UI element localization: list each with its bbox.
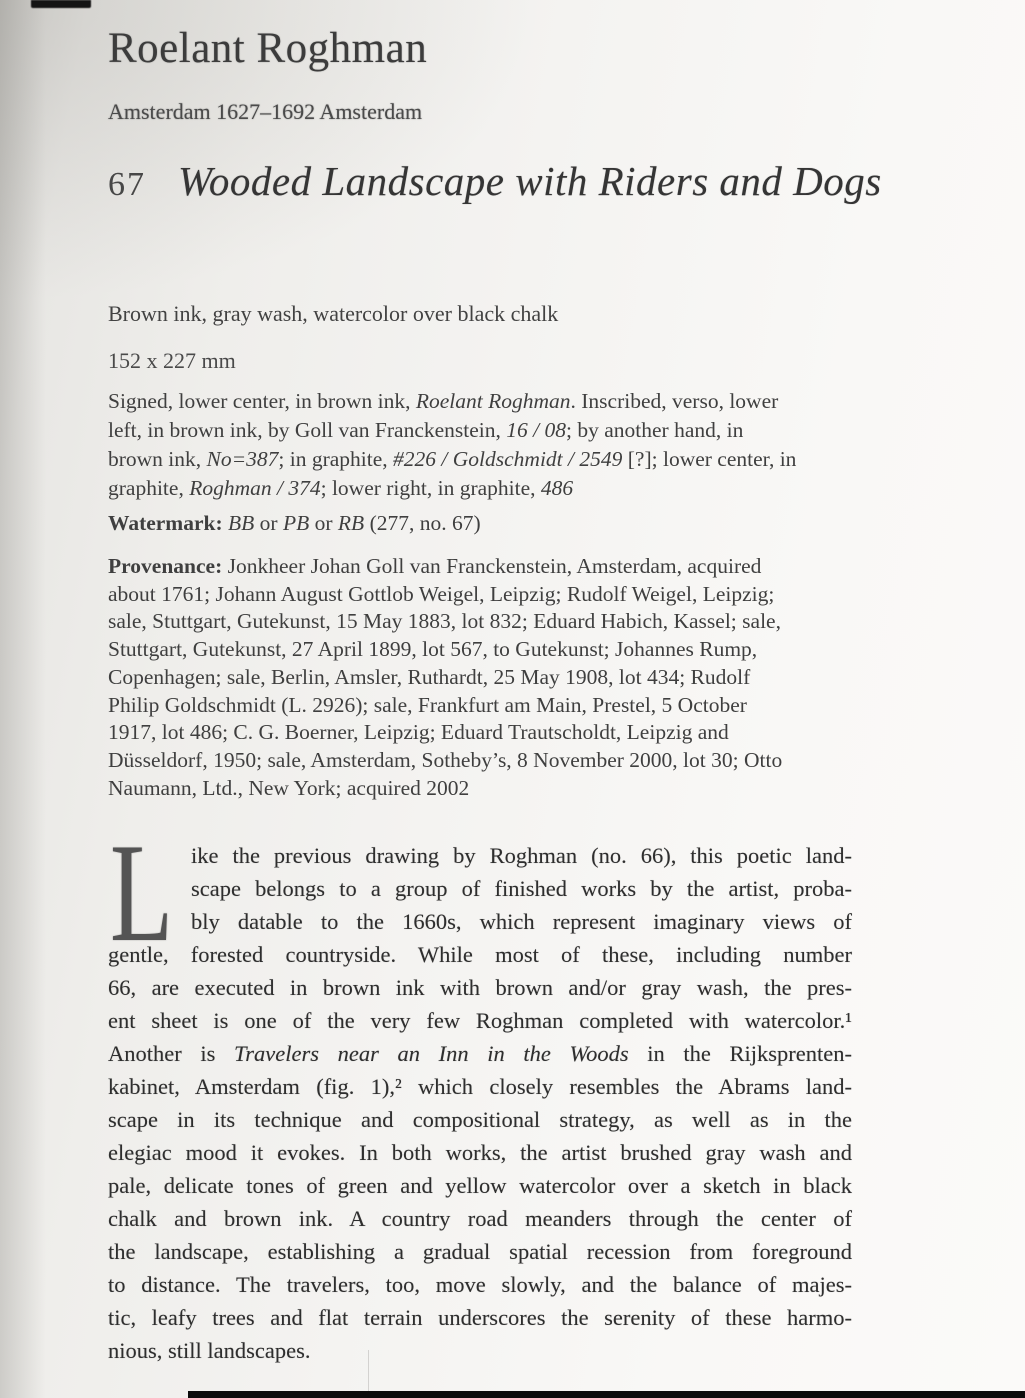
essay-line bbox=[108, 1169, 852, 1202]
text-segment: kabinet, Amsterdam (fig. 1),² which closely resembles the Abrams land- bbox=[108, 1074, 852, 1099]
essay-line bbox=[108, 1202, 852, 1235]
text-segment: in the Rijksprenten- bbox=[628, 1041, 852, 1066]
text-segment: to distance. The travelers, too, move slowly, and the balance of majes- bbox=[108, 1272, 852, 1297]
provenance-line bbox=[108, 719, 782, 747]
text-segment: 486 bbox=[540, 476, 574, 500]
essay-line bbox=[108, 1103, 852, 1136]
watermark-note bbox=[108, 511, 481, 536]
text-segment: PB bbox=[282, 511, 310, 535]
text-segment: 16 / 08 bbox=[506, 418, 567, 442]
text-segment: ; in graphite, bbox=[278, 447, 394, 471]
provenance-line bbox=[108, 581, 782, 609]
text-segment: Philip Goldschmidt (L. 2926); sale, Frankfurt am Main, Prestel, 5 October bbox=[108, 692, 747, 717]
text-segment: ; by another hand, in bbox=[566, 418, 744, 442]
text-segment: sale, Stuttgart, Gutekunst, 15 May 1883, lot 832; Eduard Habich, Kassel; sale, bbox=[108, 609, 781, 634]
text-segment: Roelant Roghman bbox=[415, 389, 571, 413]
text-segment: 66, are executed in brown ink with brown and/or gray wash, the pres- bbox=[108, 975, 852, 1000]
provenance-line bbox=[108, 553, 782, 581]
text-segment: Naumann, Ltd., New York; acquired 2002 bbox=[108, 775, 470, 800]
text-segment: Travelers near an Inn in the Woods bbox=[233, 1041, 629, 1066]
text-segment: gentle, forested countryside. While most of these, including number bbox=[108, 942, 852, 967]
inscription-line bbox=[108, 387, 796, 416]
text-segment: Roghman / 374 bbox=[189, 476, 321, 500]
artist-name: Roelant Roghman bbox=[108, 25, 428, 72]
text-segment: Provenance: bbox=[108, 554, 228, 578]
provenance-line bbox=[108, 692, 782, 720]
inscription-line bbox=[108, 474, 796, 503]
essay-line bbox=[108, 872, 852, 905]
text-segment: No=387 bbox=[206, 447, 279, 471]
catalog-number: 67 bbox=[108, 166, 146, 203]
text-segment: Another is bbox=[108, 1041, 234, 1066]
medium-description: Brown ink, gray wash, watercolor over black chalk bbox=[108, 301, 559, 326]
text-segment: #226 / Goldschmidt / 2549 bbox=[393, 447, 623, 471]
dimensions: 152 x 227 mm bbox=[108, 348, 236, 373]
text-segment: (277, no. 67) bbox=[364, 511, 481, 535]
text-segment: pale, delicate tones of green and yellow watercolor over a sketch in black bbox=[108, 1173, 852, 1198]
text-segment: about 1761; Johann August Gottlob Weigel, Leipzig; Rudolf Weigel, Leipzig; bbox=[108, 581, 775, 606]
scan-edge-top-mark bbox=[31, 0, 91, 8]
provenance-line bbox=[108, 664, 782, 692]
essay-line bbox=[108, 1301, 852, 1334]
signature-inscriptions bbox=[108, 387, 796, 503]
essay-line bbox=[108, 1235, 852, 1268]
catalog-entry-heading bbox=[108, 157, 882, 205]
text-segment: ent sheet is one of the very few Roghman completed with watercolor.¹ bbox=[108, 1008, 852, 1033]
provenance-line bbox=[108, 747, 782, 775]
essay-line bbox=[108, 1070, 852, 1103]
text-segment: . Inscribed, verso, lower bbox=[570, 389, 779, 413]
essay-line bbox=[108, 905, 852, 938]
text-segment: brown ink, bbox=[108, 447, 207, 471]
text-segment: Jonkheer Johan Goll van Franckenstein, Amsterdam, acquired bbox=[227, 554, 762, 578]
essay-text bbox=[108, 815, 852, 1367]
essay-line bbox=[108, 839, 852, 872]
text-segment: chalk and brown ink. A country road meanders through the center of bbox=[108, 1206, 852, 1231]
text-segment: the landscape, establishing a gradual spatial recession from foreground bbox=[108, 1239, 852, 1264]
essay-line bbox=[108, 1334, 852, 1367]
essay-line bbox=[108, 938, 852, 971]
work-title: Wooded Landscape with Riders and Dogs bbox=[178, 158, 882, 204]
text-segment: graphite, bbox=[108, 476, 190, 500]
text-segment: left, in brown ink, by Goll van Franckenstein, bbox=[108, 418, 507, 442]
essay-line bbox=[108, 971, 852, 1004]
text-segment: tic, leafy trees and flat terrain underscores the serenity of these harmo- bbox=[108, 1305, 852, 1330]
text-segment: ike the previous drawing by Roghman (no. 66), this poetic land- bbox=[190, 843, 852, 868]
text-segment: Düsseldorf, 1950; sale, Amsterdam, Sotheby’s, 8 November 2000, lot 30; Otto bbox=[108, 747, 783, 772]
text-segment: bly datable to the 1660s, which represent imaginary views of bbox=[190, 909, 852, 934]
text-segment: ; lower right, in graphite, bbox=[320, 476, 541, 500]
essay-lines bbox=[108, 815, 852, 1367]
text-segment: or bbox=[254, 511, 283, 535]
essay-line bbox=[108, 1268, 852, 1301]
essay-line bbox=[108, 1004, 852, 1037]
text-segment: RB bbox=[337, 511, 365, 535]
scan-edge-bottom bbox=[188, 1391, 1025, 1398]
provenance-line bbox=[108, 636, 782, 664]
provenance-line bbox=[108, 608, 782, 636]
text-segment: nious, still landscapes. bbox=[108, 1338, 311, 1363]
essay-line bbox=[108, 1136, 852, 1169]
text-segment: Copenhagen; sale, Berlin, Amsler, Ruthardt, 25 May 1908, lot 434; Rudolf bbox=[108, 664, 751, 689]
text-segment: [?]; lower center, in bbox=[622, 447, 797, 471]
artist-dates: Amsterdam 1627–1692 Amsterdam bbox=[108, 99, 423, 124]
inscription-line bbox=[108, 416, 796, 445]
text-segment: scape in its technique and compositional strategy, as well as in the bbox=[108, 1107, 852, 1132]
page-gutter-shadow bbox=[0, 0, 46, 1398]
text-segment: Stuttgart, Gutekunst, 27 April 1899, lot 567, to Gutekunst; Johannes Rump, bbox=[108, 637, 758, 662]
inscription-line bbox=[108, 445, 796, 474]
text-segment: BB bbox=[228, 511, 255, 535]
text-segment: or bbox=[309, 511, 338, 535]
text-segment: 1917, lot 486; C. G. Boerner, Leipzig; Eduard Trautscholdt, Leipzig and bbox=[108, 720, 729, 745]
text-segment: Signed, lower center, in brown ink, bbox=[108, 389, 416, 413]
text-segment: scape belongs to a group of finished works by the artist, proba- bbox=[190, 876, 852, 901]
text-segment: elegiac mood it evokes. In both works, the artist brushed gray wash and bbox=[108, 1140, 852, 1165]
provenance-line bbox=[108, 775, 782, 803]
essay-line bbox=[108, 1037, 852, 1070]
provenance bbox=[108, 553, 782, 802]
text-segment: Watermark: bbox=[108, 511, 229, 535]
drop-cap: L bbox=[110, 815, 174, 972]
